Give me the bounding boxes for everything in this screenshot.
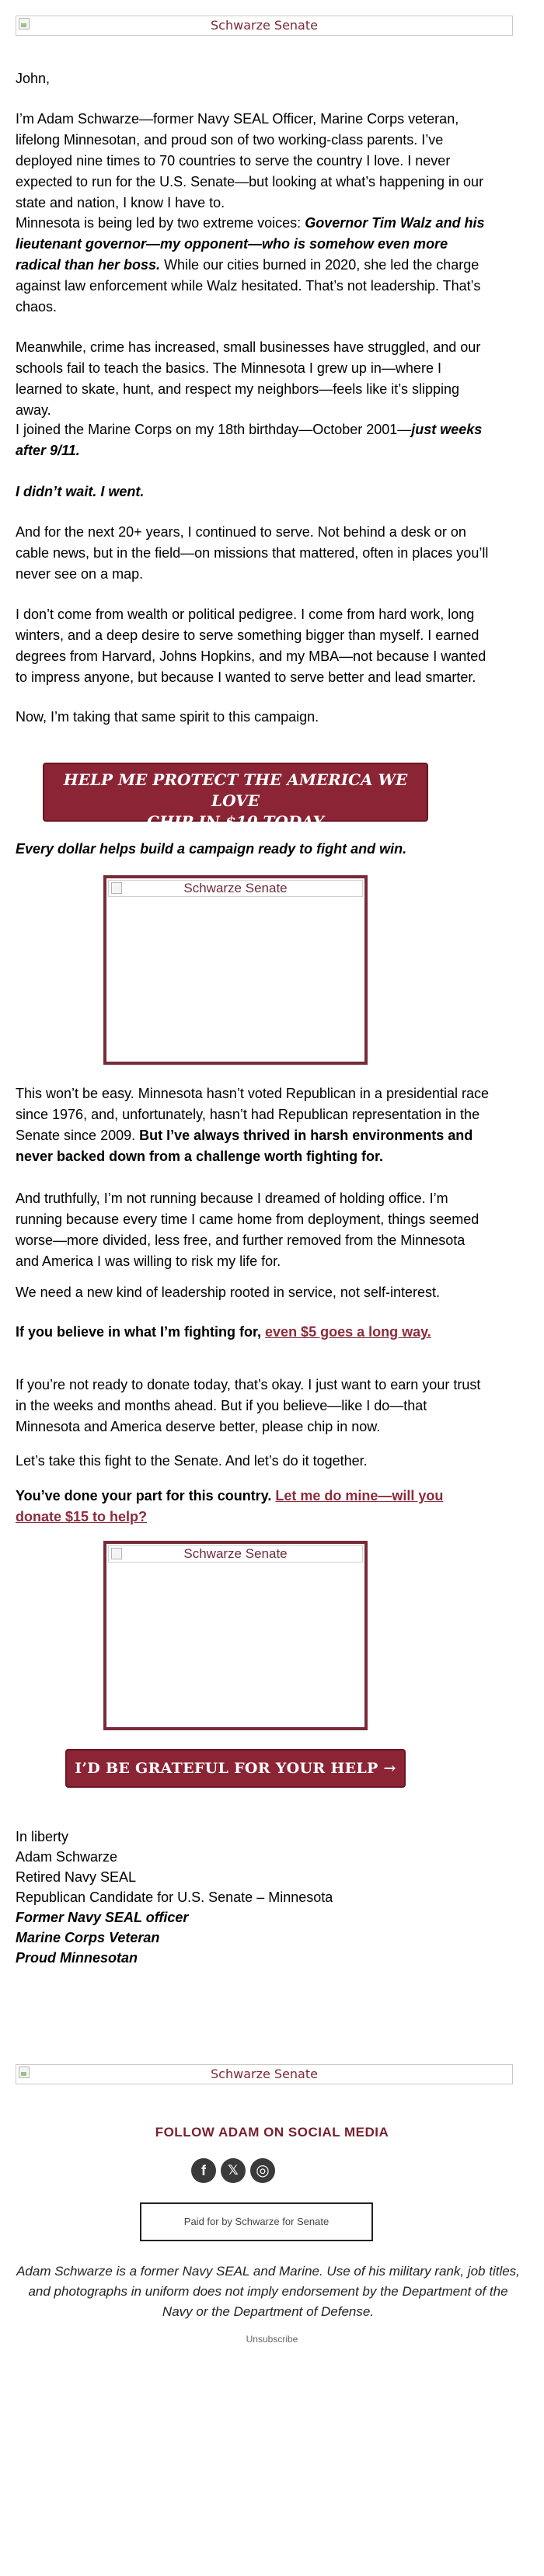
footer-logo [16,2064,513,2084]
paragraph-crime: Meanwhile, crime has increased, small businesses have struggled, and our schools fail to teach the basics. The Minnesota I grew up in—where I learned to skate, hunt, and respect my neighbors—feels like it’s slipping away. [16,339,481,418]
signature-tag-1: Former Navy SEAL officer [16,1910,189,1925]
paragraph-background: I don’t come from wealth or political pedigree. I come from hard work, long winters, and a deep desire to serve something bigger than myself. I earned degrees from Harvard, Johns Hopkins, and my MBA—not because I wanted to impress anyone, but because I wanted to serve better and lead smarter. [16,607,486,685]
paid-for-box [140,2202,373,2241]
photo2-alt-box [108,1545,363,1563]
x-glyph: 𝕏 [228,2163,239,2178]
donate-15-link[interactable]: Let me do mine—will you donate $15 to help? [16,1488,444,1524]
signature-tag-2: Marine Corps Veteran [16,1930,160,1945]
social-heading: FOLLOW ADAM ON SOCIAL MEDIA [155,2125,389,2140]
paragraph-truthfully: And truthfully, I’m not running because I dreamed of holding office. I’m running because every time I came home from deployment, things seemed worse—more divided, less free, and further removed from the Minnesota and America I was willing to risk my life for. [16,1191,479,1269]
paragraph-campaign: Now, I’m taking that same spirit to this campaign. [16,709,319,725]
paragraph-every-dollar [16,839,491,860]
signature-title-1: Retired Navy SEAL [16,1869,137,1885]
instagram-icon[interactable] [250,2158,275,2183]
cta1-line1: HELP ME PROTECT THE AMERICA WE LOVE [63,770,408,810]
p2-text-c: While our cities burned in 2020, she led the charge against law enforcement while Walz hesitated. That’s not leadership. That’s chaos. [16,257,481,315]
p2-text-a: Minnesota is being led by two extreme voices: [16,215,305,231]
photo2-alt: Schwarze Senate [183,1546,288,1561]
instagram-glyph: ◎ [256,2162,270,2179]
p4-text-a: I joined the Marine Corps on my 18th birthday—October 2001— [16,422,412,437]
paragraph-believe [16,1322,491,1343]
signature-closing: In liberty [16,1829,69,1844]
photo1-alt: Schwarze Senate [183,881,288,895]
donate-10-button[interactable] [43,763,428,831]
cta2-label: I’D BE GRATEFUL FOR YOUR HELP → [75,1760,396,1777]
cta1-line2: CHIP IN $10 TODAY [147,812,324,831]
broken-image-icon [19,18,30,30]
donate-5-link[interactable]: even $5 goes a long way. [265,1324,431,1340]
signature-block [16,1827,333,1968]
paragraph-done-your-part [16,1486,491,1528]
x-icon[interactable] [221,2158,246,2183]
candidate-photo-1 [103,875,368,1065]
photo1-alt-box [108,880,363,897]
unsubscribe-link[interactable] [0,2334,544,2345]
paragraph-wont-be-easy [16,1083,491,1167]
paragraph-marines [16,419,491,461]
header-logo-alt: Schwarze Senate [211,18,318,33]
p10-emphasis: But I’ve always thrived in harsh environments and never backed down from a challenge worth fighting for. [16,1128,473,1164]
broken-image-icon [111,1548,122,1559]
paid-for-text: Paid for by Schwarze for Senate [183,2216,330,2227]
broken-image-icon [19,2067,30,2078]
paragraph-not-ready: If you’re not ready to donate today, that’s okay. I just want to earn your trust in the weeks and months ahead. But if you believe—like I do—that Minnesota and America deserve better, please chip in now. [16,1377,481,1434]
facebook-icon[interactable] [191,2158,216,2183]
grateful-help-button[interactable] [65,1749,406,1788]
p4-emphasis: just weeks after 9/11. [16,422,483,458]
paragraph-service: And for the next 20+ years, I continued to serve. Not behind a desk or on cable news, but in the field—on missions that mattered, often in places you’ll never see on a map. [16,524,489,582]
paragraph-didnt-wait [16,481,491,502]
p13-text-a: If you believe in what I’m fighting for, [16,1324,266,1340]
broken-image-icon [111,882,122,894]
signature-title-2: Republican Candidate for U.S. Senate – Minnesota [16,1889,333,1905]
p9-emphasis: Every dollar helps build a campaign ready to fight and win. [16,841,407,857]
signature-name: Adam Schwarze [16,1849,118,1865]
paragraph-take-fight: Let’s take this fight to the Senate. And let’s do it together. [16,1453,368,1469]
p5-emphasis: I didn’t wait. I went. [16,484,145,499]
footer-logo-alt: Schwarze Senate [211,2067,318,2081]
facebook-glyph: f [201,2163,206,2178]
paragraph-leadership [16,213,491,318]
signature-tag-3: Proud Minnesotan [16,1950,138,1966]
paragraph-new-leadership: We need a new kind of leadership rooted in service, not self-interest. [16,1285,440,1300]
header-logo [16,16,513,36]
p2-emphasis: Governor Tim Walz and his lieutenant governor—my opponent—who is somehow even more radical than her boss. [16,215,485,273]
p10-text-a: This won’t be easy. Minnesota hasn’t voted Republican in a presidential race since 1976, and, unfortunately, hasn’t had Republican representation in the Senate since 2009. [16,1086,490,1143]
p16-text-a: You’ve done your part for this country. [16,1488,276,1504]
disclaimer: Adam Schwarze is a former Navy SEAL and Marine. Use of his military rank, job titles, and photographs in uniform does not imply endorsement by the Department of the Navy or the Department of Defense. [16,2264,520,2319]
unsubscribe-label[interactable]: Unsubscribe [246,2334,298,2345]
paragraph-intro: I’m Adam Schwarze—former Navy SEAL Officer, Marine Corps veteran, lifelong Minnesotan, and proud son of two working-class parents. I’ve deployed nine times to 70 countries to serve the country I love. I never expected to run for the U.S. Senate—but looking at what’s happening in our state and nation, I know I have to. [16,111,484,210]
greeting: John, [16,71,51,86]
candidate-photo-2 [103,1541,368,1730]
